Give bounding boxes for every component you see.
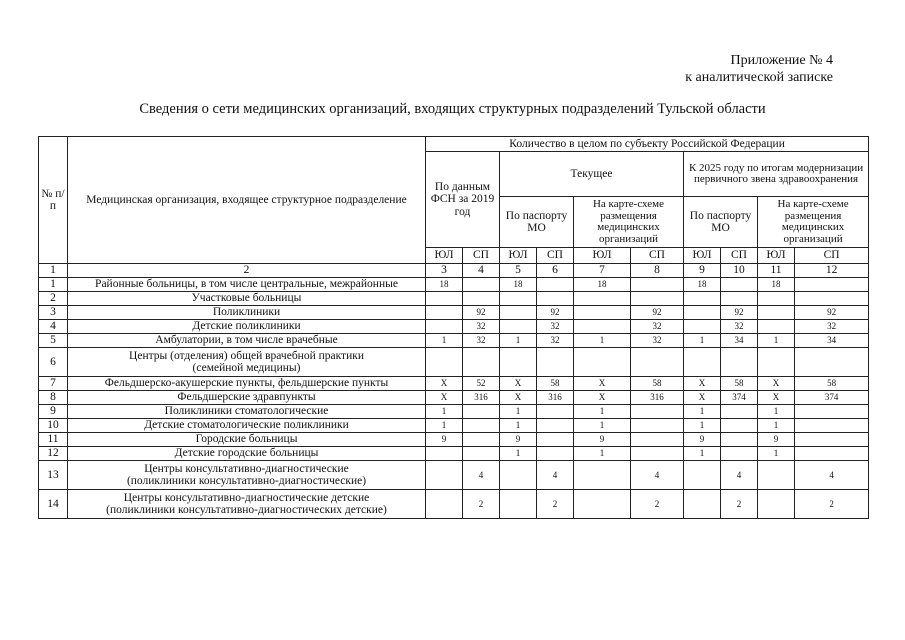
value-cell: 32 xyxy=(463,320,500,334)
header-organization: Медицинская организация, входящее структурное подразделение xyxy=(68,137,426,264)
value-cell xyxy=(537,447,574,461)
table-row xyxy=(39,334,869,348)
value-cell: X xyxy=(500,391,537,405)
value-cell: 58 xyxy=(537,377,574,391)
table-row xyxy=(39,306,869,320)
table-row xyxy=(39,405,869,419)
value-cell xyxy=(631,292,684,306)
value-cell xyxy=(426,348,463,377)
value-cell xyxy=(631,419,684,433)
value-cell: 374 xyxy=(795,391,869,405)
row-number: 2 xyxy=(39,292,68,306)
header-yul: ЮЛ xyxy=(574,248,631,264)
value-cell xyxy=(795,433,869,447)
table-row xyxy=(39,490,869,519)
value-cell: 18 xyxy=(500,278,537,292)
value-cell xyxy=(758,348,795,377)
value-cell xyxy=(500,306,537,320)
organization-name: Центры консультативно-диагностические детские (поликлиники консультативно-диагностических детские) xyxy=(68,490,426,519)
value-cell: 2 xyxy=(537,490,574,519)
value-cell: 4 xyxy=(463,461,500,490)
table-row xyxy=(39,278,869,292)
value-cell: X xyxy=(574,391,631,405)
value-cell: 1 xyxy=(758,419,795,433)
header-yul: ЮЛ xyxy=(426,248,463,264)
value-cell: 1 xyxy=(574,405,631,419)
table-row xyxy=(39,348,869,377)
value-cell: 9 xyxy=(500,433,537,447)
value-cell xyxy=(795,405,869,419)
value-cell xyxy=(500,461,537,490)
table-row xyxy=(39,419,869,433)
value-cell xyxy=(795,447,869,461)
value-cell xyxy=(631,278,684,292)
organization-name: Районные больницы, в том числе центральные, межрайонные xyxy=(68,278,426,292)
row-number: 4 xyxy=(39,320,68,334)
organization-name: Центры консультативно-диагностические (поликлиники консультативно-диагностические) xyxy=(68,461,426,490)
organization-name: Центры (отделения) общей врачебной практики (семейной медицины) xyxy=(68,348,426,377)
value-cell xyxy=(537,419,574,433)
value-cell: 2 xyxy=(631,490,684,519)
value-cell: 1 xyxy=(574,447,631,461)
value-cell: 1 xyxy=(758,447,795,461)
value-cell xyxy=(574,320,631,334)
row-number: 13 xyxy=(39,461,68,490)
organization-name: Детские поликлиники xyxy=(68,320,426,334)
table-row xyxy=(39,447,869,461)
value-cell xyxy=(463,419,500,433)
header-total: Количество в целом по субъекту Российской Федерации xyxy=(426,137,869,152)
value-cell xyxy=(795,292,869,306)
value-cell: 32 xyxy=(631,320,684,334)
value-cell: 1 xyxy=(500,405,537,419)
value-cell: 1 xyxy=(574,419,631,433)
value-cell: 4 xyxy=(795,461,869,490)
header-2025: К 2025 году по итогам модернизации первичного звена здравоохранения xyxy=(684,152,869,197)
column-number: 10 xyxy=(721,264,758,278)
header-yul: ЮЛ xyxy=(758,248,795,264)
row-number: 7 xyxy=(39,377,68,391)
value-cell: 1 xyxy=(574,334,631,348)
value-cell: 18 xyxy=(758,278,795,292)
value-cell: 1 xyxy=(758,405,795,419)
organization-name: Детские городские больницы xyxy=(68,447,426,461)
value-cell: 1 xyxy=(684,334,721,348)
value-cell: 92 xyxy=(537,306,574,320)
value-cell xyxy=(758,320,795,334)
row-number: 10 xyxy=(39,419,68,433)
value-cell xyxy=(758,461,795,490)
value-cell: 32 xyxy=(537,320,574,334)
value-cell xyxy=(463,348,500,377)
table-row xyxy=(39,433,869,447)
value-cell xyxy=(721,292,758,306)
value-cell xyxy=(795,278,869,292)
appendix-label xyxy=(685,52,833,86)
value-cell: 1 xyxy=(500,447,537,461)
value-cell xyxy=(463,433,500,447)
value-cell: X xyxy=(684,391,721,405)
value-cell xyxy=(574,292,631,306)
value-cell xyxy=(758,292,795,306)
value-cell xyxy=(426,306,463,320)
organization-name: Городские больницы xyxy=(68,433,426,447)
row-number: 3 xyxy=(39,306,68,320)
value-cell xyxy=(631,433,684,447)
value-cell: 2 xyxy=(721,490,758,519)
column-number: 4 xyxy=(463,264,500,278)
value-cell xyxy=(721,433,758,447)
column-number: 8 xyxy=(631,264,684,278)
column-number: 7 xyxy=(574,264,631,278)
value-cell: 4 xyxy=(721,461,758,490)
column-number: 1 xyxy=(39,264,68,278)
value-cell: 316 xyxy=(537,391,574,405)
value-cell xyxy=(684,461,721,490)
table-row xyxy=(39,292,869,306)
value-cell xyxy=(537,278,574,292)
row-number: 1 xyxy=(39,278,68,292)
header-2025-passport: По паспорту МО xyxy=(684,197,758,248)
value-cell: 1 xyxy=(684,419,721,433)
value-cell: 18 xyxy=(426,278,463,292)
header-fsn-2019: По данным ФСН за 2019 год xyxy=(426,152,500,248)
organization-name: Поликлиники xyxy=(68,306,426,320)
value-cell: 9 xyxy=(684,433,721,447)
value-cell: 2 xyxy=(795,490,869,519)
table-row xyxy=(39,391,869,405)
value-cell xyxy=(684,490,721,519)
value-cell: 34 xyxy=(721,334,758,348)
appendix-subtitle: к аналитической записке xyxy=(685,70,833,85)
value-cell xyxy=(574,306,631,320)
value-cell: 58 xyxy=(721,377,758,391)
column-number: 5 xyxy=(500,264,537,278)
value-cell: X xyxy=(758,391,795,405)
row-number: 8 xyxy=(39,391,68,405)
header-yul: ЮЛ xyxy=(500,248,537,264)
header-current-map: На карте-схеме размещения медицинских организаций xyxy=(574,197,684,248)
value-cell xyxy=(500,292,537,306)
header-num: № п/п xyxy=(39,137,68,264)
value-cell xyxy=(463,278,500,292)
header-sp: СП xyxy=(463,248,500,264)
value-cell: X xyxy=(426,391,463,405)
value-cell xyxy=(684,306,721,320)
value-cell: 9 xyxy=(574,433,631,447)
value-cell xyxy=(426,447,463,461)
value-cell xyxy=(721,348,758,377)
organization-name: Участковые больницы xyxy=(68,292,426,306)
column-number: 12 xyxy=(795,264,869,278)
value-cell: 4 xyxy=(631,461,684,490)
value-cell xyxy=(463,447,500,461)
value-cell: 1 xyxy=(500,419,537,433)
value-cell: 92 xyxy=(631,306,684,320)
organization-name: Поликлиники стоматологические xyxy=(68,405,426,419)
value-cell: 1 xyxy=(500,334,537,348)
value-cell: 1 xyxy=(426,405,463,419)
value-cell xyxy=(721,278,758,292)
value-cell xyxy=(721,447,758,461)
value-cell xyxy=(574,490,631,519)
value-cell xyxy=(500,320,537,334)
header-sp: СП xyxy=(631,248,684,264)
value-cell xyxy=(537,292,574,306)
value-cell: 1 xyxy=(426,334,463,348)
row-number: 6 xyxy=(39,348,68,377)
header-current: Текущее xyxy=(500,152,684,197)
value-cell xyxy=(574,348,631,377)
value-cell: 4 xyxy=(537,461,574,490)
value-cell xyxy=(463,292,500,306)
value-cell: 9 xyxy=(426,433,463,447)
value-cell: 1 xyxy=(758,334,795,348)
value-cell: 58 xyxy=(795,377,869,391)
value-cell xyxy=(631,348,684,377)
value-cell: 316 xyxy=(463,391,500,405)
row-number: 9 xyxy=(39,405,68,419)
organization-name: Фельдшерские здравпункты xyxy=(68,391,426,405)
table-row xyxy=(39,377,869,391)
header-sp: СП xyxy=(721,248,758,264)
value-cell xyxy=(631,447,684,461)
value-cell: 92 xyxy=(721,306,758,320)
row-number: 14 xyxy=(39,490,68,519)
value-cell xyxy=(795,419,869,433)
value-cell xyxy=(721,419,758,433)
header-yul: ЮЛ xyxy=(684,248,721,264)
value-cell xyxy=(631,405,684,419)
value-cell xyxy=(758,490,795,519)
value-cell: X xyxy=(684,377,721,391)
value-cell: X xyxy=(426,377,463,391)
value-cell: X xyxy=(758,377,795,391)
appendix-number: Приложение № 4 xyxy=(730,53,833,68)
value-cell xyxy=(500,490,537,519)
value-cell: 316 xyxy=(631,391,684,405)
table-row xyxy=(39,320,869,334)
column-number: 2 xyxy=(68,264,426,278)
value-cell: 374 xyxy=(721,391,758,405)
value-cell: 32 xyxy=(537,334,574,348)
value-cell xyxy=(463,405,500,419)
value-cell: 32 xyxy=(463,334,500,348)
value-cell: 32 xyxy=(631,334,684,348)
value-cell xyxy=(426,490,463,519)
value-cell: 1 xyxy=(684,447,721,461)
value-cell xyxy=(537,405,574,419)
value-cell: 2 xyxy=(463,490,500,519)
column-number: 6 xyxy=(537,264,574,278)
value-cell: X xyxy=(574,377,631,391)
value-cell xyxy=(426,292,463,306)
value-cell: X xyxy=(500,377,537,391)
value-cell xyxy=(426,320,463,334)
value-cell: 32 xyxy=(795,320,869,334)
value-cell xyxy=(795,348,869,377)
organization-name: Амбулатории, в том числе врачебные xyxy=(68,334,426,348)
value-cell xyxy=(684,348,721,377)
value-cell xyxy=(684,320,721,334)
value-cell: 32 xyxy=(721,320,758,334)
value-cell: 1 xyxy=(684,405,721,419)
table-row xyxy=(39,461,869,490)
value-cell xyxy=(574,461,631,490)
column-number: 9 xyxy=(684,264,721,278)
organization-name: Детские стоматологические поликлиники xyxy=(68,419,426,433)
value-cell: 9 xyxy=(758,433,795,447)
organization-name: Фельдшерско-акушерские пункты, фельдшерские пункты xyxy=(68,377,426,391)
value-cell: 92 xyxy=(463,306,500,320)
column-number: 11 xyxy=(758,264,795,278)
header-sp: СП xyxy=(795,248,869,264)
header-sp: СП xyxy=(537,248,574,264)
row-number: 12 xyxy=(39,447,68,461)
column-number: 3 xyxy=(426,264,463,278)
medical-organizations-table xyxy=(38,136,869,519)
value-cell: 52 xyxy=(463,377,500,391)
value-cell xyxy=(500,348,537,377)
value-cell: 1 xyxy=(426,419,463,433)
value-cell xyxy=(537,348,574,377)
header-2025-map: На карте-схеме размещения медицинских организаций xyxy=(758,197,869,248)
value-cell: 18 xyxy=(684,278,721,292)
value-cell xyxy=(758,306,795,320)
page-title: Сведения о сети медицинских организаций, входящих структурных подразделений Тульской области xyxy=(139,101,766,117)
value-cell: 18 xyxy=(574,278,631,292)
row-number: 5 xyxy=(39,334,68,348)
value-cell xyxy=(537,433,574,447)
value-cell xyxy=(721,405,758,419)
value-cell: 34 xyxy=(795,334,869,348)
value-cell: 92 xyxy=(795,306,869,320)
value-cell: 58 xyxy=(631,377,684,391)
value-cell xyxy=(684,292,721,306)
header-current-passport: По паспорту МО xyxy=(500,197,574,248)
row-number: 11 xyxy=(39,433,68,447)
value-cell xyxy=(426,461,463,490)
